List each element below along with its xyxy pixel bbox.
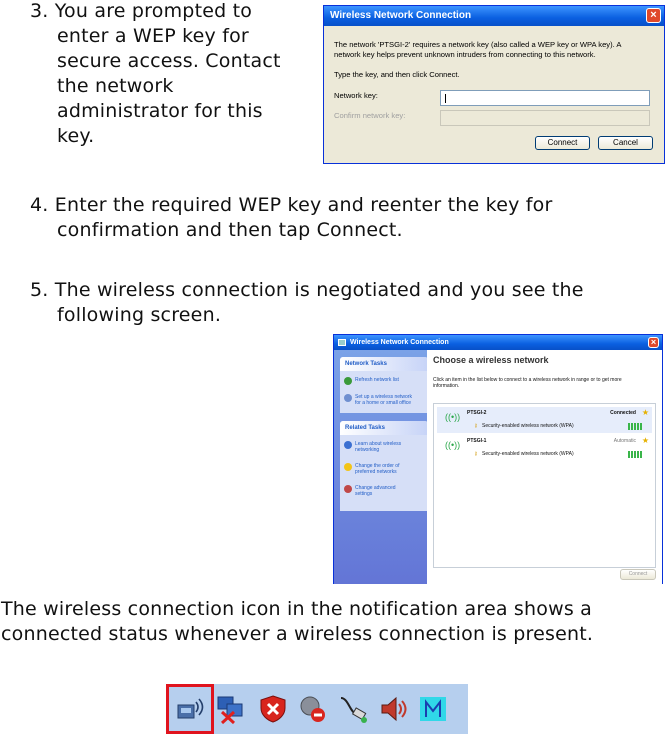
network-disconnected-icon[interactable]: [216, 694, 246, 724]
connect-button[interactable]: Connect: [535, 136, 590, 150]
antenna-icon: ((•)): [445, 440, 461, 450]
settings-icon: [344, 485, 352, 493]
step-4-line: confirmation and then tap Connect.: [57, 219, 403, 241]
speaker-icon[interactable]: [378, 694, 408, 724]
network-row[interactable]: [437, 407, 652, 433]
refresh-label: Refresh network list: [355, 377, 399, 383]
wireless-connected-icon[interactable]: [175, 694, 205, 724]
dialog-message-line: The network 'PTSGI-2' requires a network key (also called a WEP key or WPA key). A: [334, 40, 622, 49]
order-label-line: preferred networks: [355, 469, 397, 475]
dialog-title-bar: [324, 6, 664, 26]
dialog-title: Wireless Network Connection: [330, 10, 472, 21]
dialog-instruction: Type the key, and then click Connect.: [334, 70, 460, 79]
change-order-link[interactable]: [344, 463, 399, 475]
star-icon: ★: [641, 436, 649, 445]
text-cursor: [445, 94, 446, 103]
language-bar-icon[interactable]: [418, 694, 448, 724]
close-icon[interactable]: ×: [646, 8, 661, 23]
related-tasks-panel: [340, 421, 428, 511]
step-3-line: the network: [57, 75, 174, 97]
task-pane: [334, 350, 427, 584]
learn-label-line: Learn about wireless: [355, 441, 402, 447]
lock-icon: ⚷: [474, 451, 478, 457]
star-icon: [344, 463, 352, 471]
connect-button[interactable]: Connect: [620, 569, 656, 580]
step-5-text: [30, 278, 584, 328]
network-row[interactable]: [437, 435, 652, 461]
network-status: Connected: [610, 410, 636, 416]
step-4-text: [30, 193, 553, 243]
advanced-settings-link[interactable]: [344, 485, 396, 497]
network-tasks-panel: [340, 357, 428, 413]
learn-wireless-link[interactable]: [344, 441, 401, 453]
setup-label-line: for a home or small office: [355, 400, 412, 406]
advanced-label-line: Change advanced: [355, 485, 396, 491]
refresh-icon: [344, 377, 352, 385]
confirm-key-label: Confirm network key:: [334, 111, 406, 120]
learn-label-line: networking: [355, 447, 380, 453]
order-label-line: Change the order of: [355, 463, 400, 469]
help-icon: [344, 441, 352, 449]
close-icon[interactable]: ×: [648, 337, 659, 348]
network-status: Automatic: [613, 438, 636, 444]
step-3-line: secure access. Contact: [57, 50, 281, 72]
usb-plug-icon[interactable]: [338, 694, 368, 724]
security-shield-icon[interactable]: [258, 694, 288, 724]
signal-strength-icon: [628, 451, 642, 458]
window-title: Wireless Network Connection: [350, 339, 449, 346]
signal-strength-icon: [628, 423, 642, 430]
notification-area: [166, 684, 468, 734]
step-5-line: 5. The wireless connection is negotiated and you see the: [30, 279, 584, 301]
note-line: The wireless connection icon in the notification area shows a: [1, 598, 593, 620]
main-instruction: [433, 377, 622, 389]
main-pane: [427, 350, 662, 584]
step-5-line: following screen.: [57, 304, 222, 326]
wep-key-dialog: [323, 5, 665, 164]
window-title-bar: [334, 335, 662, 350]
step-3-line: enter a WEP key for: [57, 25, 249, 47]
step-3-line: administrator for this: [57, 100, 263, 122]
network-key-input[interactable]: [440, 90, 650, 106]
choose-network-heading: Choose a wireless network: [433, 355, 549, 365]
network-name: PTSGI-2: [467, 410, 487, 416]
setup-wireless-icon: [344, 394, 352, 402]
refresh-network-list-link[interactable]: [344, 377, 399, 385]
network-security: Security-enabled wireless network (WPA): [482, 451, 574, 457]
dialog-message: [334, 40, 622, 60]
instruction-line: Click an item in the list below to connect to a wireless network in range or to get more: [433, 377, 622, 383]
antenna-icon: ((•)): [445, 412, 461, 422]
network-name: PTSGI-1: [467, 438, 487, 444]
instruction-line: information.: [433, 383, 460, 389]
lock-icon: ⚷: [474, 423, 478, 429]
network-list: [433, 403, 656, 568]
step-3-line: 3. You are prompted to: [30, 0, 253, 22]
notification-note: [1, 597, 593, 647]
setup-wireless-link[interactable]: [344, 394, 412, 406]
wireless-networks-window: [333, 334, 663, 584]
network-security: Security-enabled wireless network (WPA): [482, 423, 574, 429]
setup-label-line: Set up a wireless network: [355, 394, 412, 400]
network-tasks-heading: Network Tasks: [340, 357, 428, 371]
step-3-line: key.: [57, 125, 95, 147]
network-blocked-icon[interactable]: [298, 694, 328, 724]
advanced-label-line: settings: [355, 491, 373, 497]
step-3-text: [30, 0, 281, 149]
confirm-key-input[interactable]: [440, 110, 650, 126]
related-tasks-heading: Related Tasks: [340, 421, 428, 435]
star-icon: ★: [641, 408, 649, 417]
dialog-message-line: network key helps prevent unknown intruders from connecting to this network.: [334, 50, 596, 59]
network-key-label: Network key:: [334, 91, 378, 100]
wireless-icon: [338, 339, 346, 346]
note-line: connected status whenever a wireless connection is present.: [1, 623, 594, 645]
step-4-line: 4. Enter the required WEP key and reenter the key for: [30, 194, 553, 216]
cancel-button[interactable]: Cancel: [598, 136, 653, 150]
